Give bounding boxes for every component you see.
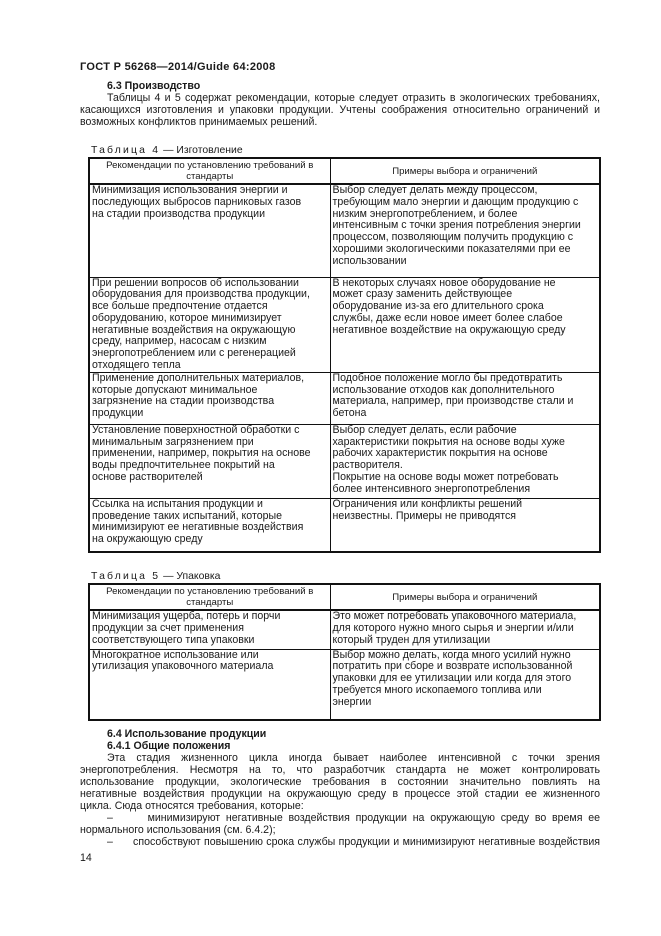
cell: Минимизация использования энергии и последующих выбросов парниковых газов на стадии производства продукции (89, 184, 330, 277)
cell: В некоторых случаях новое оборудование не может сразу заменить действующее оборудование из-за его длительного срока службы, даже если новое имеет более слабое негативное воздействие на окружающую среду (330, 277, 600, 372)
cell: Ограничения или конфликты решений неизвестны. Примеры не приводятся (330, 498, 600, 552)
document-header: ГОСТ Р 56268—2014/Guide 64:2008 (80, 61, 276, 73)
caption-label: Таблица 4 (91, 145, 161, 156)
paragraph-line: возможных конфликтов принимаемых решений. (80, 116, 318, 128)
paragraph-line: энергопотребления. Несмотря на то, что разработчик стандарта не может контролировать (80, 764, 600, 776)
table-row (89, 372, 600, 424)
cell: Ссылка на испытания продукции и проведение таких испытаний, которые минимизируют ее негативные воздействия на окружающую среду (89, 498, 330, 552)
table-4 (88, 157, 601, 553)
caption-title: — Упаковка (160, 571, 221, 582)
subsection-title: 6.4.1 Общие положения (107, 740, 231, 752)
paragraph-line: Таблицы 4 и 5 содержат рекомендации, которые следует отразить в экологических требованиях, (107, 92, 600, 104)
paragraph-line: использование продукции, экологические требования в состоянии значительно повлиять на (80, 776, 600, 788)
cell: Подобное положение могло бы предотвратить использование отходов как дополнительного материала, например, при производстве стали и бетона (330, 372, 600, 424)
cell: Это может потребовать упаковочного материала, для которого нужно много сырья и энергии и/или который труден для утилизации (330, 610, 600, 649)
column-header: Примеры выбора и ограничений (330, 158, 600, 184)
table-row (89, 184, 600, 277)
section-title: 6.3 Производство (107, 80, 201, 92)
paragraph-line: цикла. Сюда относятся требования, которые: (80, 800, 304, 812)
list-item: – способствуют повышению срока службы продукции и минимизируют негативные воздействия (107, 836, 600, 848)
table-row (89, 277, 600, 372)
cell: При решении вопросов об использовании оборудования для производства продукции, все больше предпочтение отдается оборудованию, которое минимизирует негативные воздействия на окружающую среду, например, насосам с низким энергопотреблением или с регенерацией отходящего тепла (89, 277, 330, 372)
page-number: 14 (80, 852, 92, 864)
section-title: 6.4 Использование продукции (107, 728, 267, 740)
cell: Установление поверхностной обработки с минимальным загрязнением при применении, например, покрытия на основе воды предпочтительнее покрытий на основе растворителей (89, 424, 330, 498)
table-caption (91, 571, 220, 583)
table-caption (91, 145, 243, 157)
table-row (89, 649, 600, 720)
cell: Выбор следует делать между процессом, требующим мало энергии и дающим продукцию с низким энергопотреблением, и более интенсивным с точки зрения потребления энергии процессом, позволяющим получить продукцию с хорошими экологическими показателями при ее использовании (330, 184, 600, 277)
cell: Минимизация ущерба, потерь и порчи продукции за счет применения соответствующего типа упаковки (89, 610, 330, 649)
column-header: Рекомендации по установлению требований в стандарты (89, 584, 330, 610)
caption-title: — Изготовление (160, 145, 243, 156)
column-header: Рекомендации по установлению требований в стандарты (89, 158, 330, 184)
cell: Многократное использование или утилизация упаковочного материала (89, 649, 330, 720)
cell: Выбор следует делать, если рабочие характеристики покрытия на основе воды хуже рабочих характеристик покрытия на основе растворителя. Покрытие на основе воды может потребовать более интенсивного энергопотребления (330, 424, 600, 498)
paragraph-line: негативные воздействия продукции на окружающую среду в процессе этой стадии ее жизненного (80, 788, 600, 800)
list-item: – минимизируют негативные воздействия продукции на окружающую среду во время ее (107, 812, 600, 824)
column-header: Примеры выбора и ограничений (330, 584, 600, 610)
table-row (89, 424, 600, 498)
table-5 (88, 583, 601, 721)
cell: Применение дополнительных материалов, которые допускают минимальное загрязнение на стадии производства продукции (89, 372, 330, 424)
list-item-continuation: нормального использования (см. 6.4.2); (80, 824, 276, 836)
cell: Выбор можно делать, когда много усилий нужно потратить при сборе и возврате использованной упаковки для ее утилизации или когда для этого требуется много ископаемого топлива или энергии (330, 649, 600, 720)
table-row (89, 498, 600, 552)
paragraph-line: Эта стадия жизненного цикла иногда бывает наиболее интенсивной с точки зрения (107, 752, 600, 764)
paragraph-line: касающихся изготовления и упаковки продукции. Учтены соображения относительно ограничений и (80, 104, 600, 116)
table-row (89, 610, 600, 649)
caption-label: Таблица 5 (91, 571, 161, 582)
